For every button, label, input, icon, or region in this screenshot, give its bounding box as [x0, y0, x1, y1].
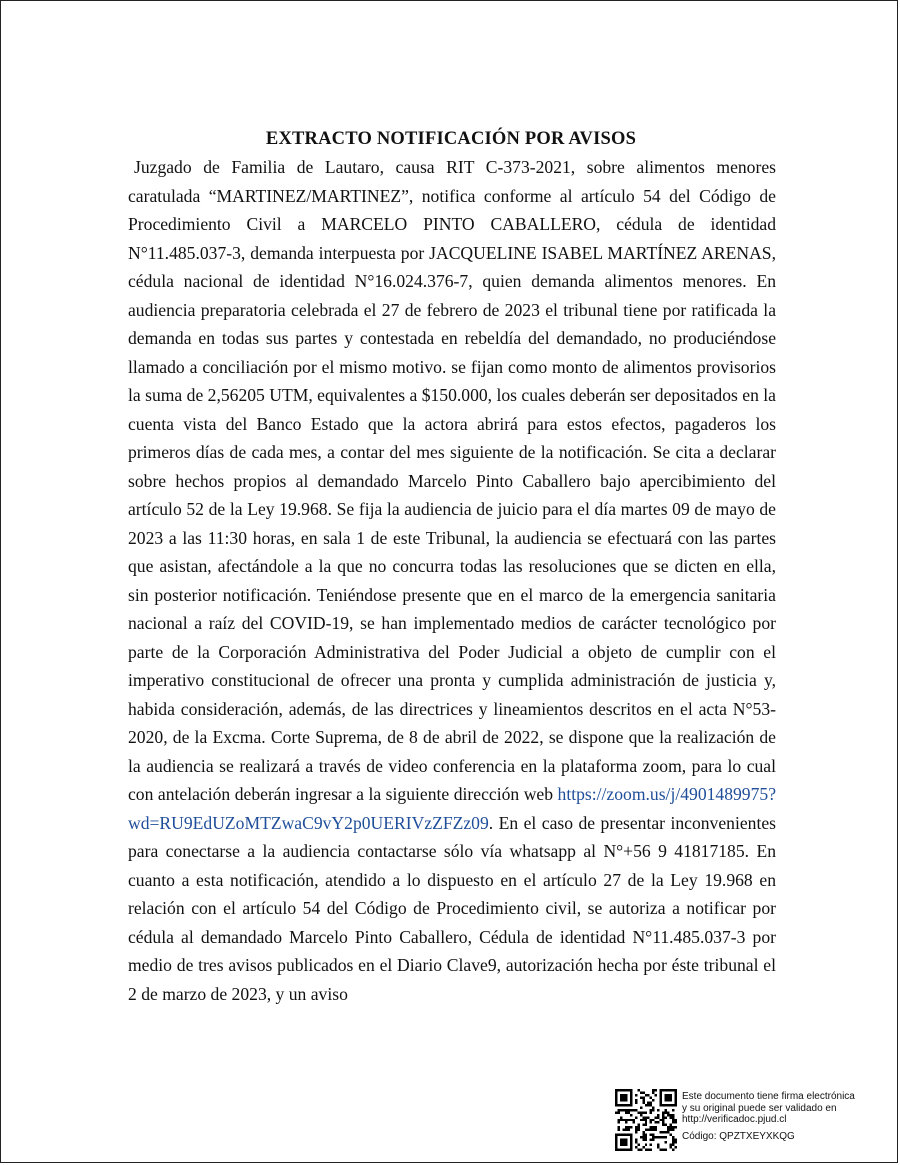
verification-code: Código: QPZTXEYXKQG: [682, 1130, 795, 1142]
verification-url[interactable]: http://verificadoc.pjud.cl: [682, 1114, 787, 1125]
body-text-part-2: . En el caso de presentar inconvenientes para conectarse a la audiencia contactarse sólo vía whatsapp al N°+56 9 41817185. En cuanto a esta notificación, atendido a lo dispuesto en el artículo 27 de la Ley 19.968 en relación con el artículo 54 del Código de Procedimiento civil, se autoriza a notificar por cédula al demandado Marcelo Pinto Caballero, Cédula de identidad N°11.485.037-3 por medio de tres avisos publicados en el Diario Clave9, autorización hecha por éste tribunal el 2 de marzo de 2023, y un aviso: [128, 812, 776, 1004]
verification-line-2: y su original puede ser validado en: [682, 1102, 837, 1114]
verification-block: [615, 1089, 895, 1159]
verification-text: [682, 1091, 895, 1142]
zoom-link[interactable]: https://zoom.us/j/4901489975?wd=RU9EdUZoMTZwaC9vY2p0UERIVzZFZz09: [128, 784, 776, 833]
document-body: [128, 153, 776, 1008]
verification-line-1: Este documento tiene firma electrónica: [682, 1091, 855, 1102]
qr-code-icon: [615, 1089, 677, 1151]
document-title: EXTRACTO NOTIFICACIÓN POR AVISOS: [265, 129, 637, 149]
body-text-part-1: Juzgado de Familia de Lautaro, causa RIT C-373-2021, sobre alimentos menores caratulada “MARTINEZ/MARTINEZ”, notifica conforme al artículo 54 del Código de Procedimiento Civil a MARCELO PINTO CABALLERO, cédula de identidad N°11.485.037-3, demanda interpuesta por JACQUELINE ISABEL MARTÍNEZ ARENAS, cédula nacional de identidad N°16.024.376-7, quien demanda alimentos menores. En audiencia preparatoria celebrada el 27 de febrero de 2023 el tribunal tiene por ratificada la demanda en todas sus partes y contestada en rebeldía del demandado, no produciéndose llamado a conciliación por el mismo motivo. se fijan como monto de alimentos provisorios la suma de 2,56205 UTM, equivalentes a $150.000, los cuales deberán ser depositados en la cuenta vista del Banco Estado que la actora abrirá para estos efectos, pagaderos los primeros días de cada mes, a contar del mes siguiente de la notificación. Se cita a declarar sobre hechos propios al demandado Marcelo Pinto Caballero bajo apercibimiento del artículo 52 de la Ley 19.968. Se fija la audiencia de juicio para el día martes 09 de mayo de 2023 a las 11:30 horas, en sala 1 de este Tribunal, la audiencia se efectuará con las partes que asistan, afectándole a la que no concurra todas las resoluciones que se dicten en ella, sin posterior notificación. Teniéndose presente que en el marco de la emergencia sanitaria nacional a raíz del COVID-19, se han implementado medios de carácter tecnológico por parte de la Corporación Administrativa del Poder Judicial a objeto de cumplir con el imperativo constitucional de ofrecer una pronta y cumplida administración de justicia y, habida consideración, además, de las directrices y lineamientos descritos en el acta N°53-2020, de la Excma. Corte Suprema, de 8 de abril de 2022, se dispone que la realización de la audiencia se realizará a través de video conferencia en la plataforma zoom, para lo cual con antelación deberán ingresar a la siguiente dirección web: [128, 157, 776, 804]
